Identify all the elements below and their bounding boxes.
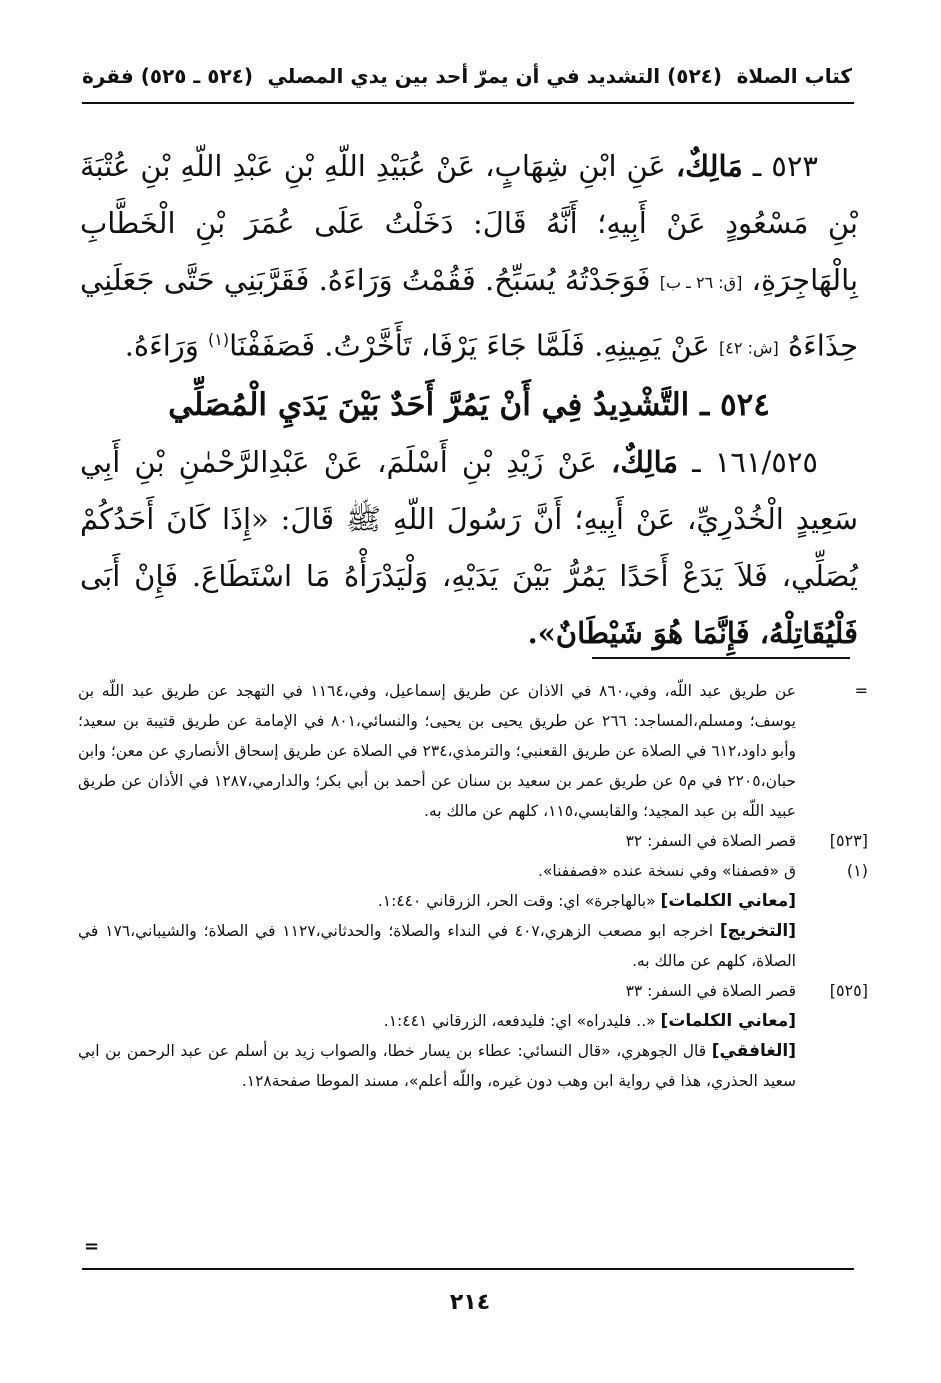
hadith-525-number: ١٦١/٥٢٥ ـ [692, 444, 819, 479]
hadith-525-text-a: عَنْ زَيْدِ بْنِ أَسْلَمَ، عَنْ عَبْدِالرَّحْمٰنِ بْنِ أَبِي سَعِيدٍ الْخُدْرِيِّ، عَنْ أَبِيهِ؛ أَنَّ رَسُولَ اللّهِ ﷺ قَالَ: [80, 444, 858, 536]
hadith-525 [80, 434, 858, 662]
ghafiqi-text: قال الجوهري، «قال النسائي: عطاء بن يسار خطا، والصواب زيد بن أسلم عن عبد الرحمن بن ابي سعيد الحذري، هذا في رواية ابن وهب دون غيره، واللّه أعلم»، مسند الموطا صفحة١٢٨. [78, 1042, 796, 1090]
hadith-523-narrator: مَالِكٌ، [675, 149, 743, 183]
note-525-meanings [78, 1006, 868, 1036]
hadith-525-quote-a: «إِذَا كَانَ أَحَدُكُمْ يُصَلِّي، فَلاَ يَدَعْ أَحَدًا يَمُرُّ بَيْنَ يَدَيْهِ، وَلْيَدْرَأْهُ مَا اسْتَطَاعَ. فَإِنْ أَبَى [80, 501, 858, 593]
meanings-text-523: «بالهاجرة» اي: وقت الحر، الزرقاني ١:٤٤٠. [377, 892, 656, 910]
hadith-523-number: ٥٢٣ ـ [752, 149, 818, 183]
ghafiqi-label: [الغافقي] [711, 1041, 796, 1061]
meanings-label-525: [معاني الكلمات] [660, 1011, 796, 1031]
note-525-ghafiqi [78, 1036, 868, 1096]
continues-mark: = [84, 1236, 100, 1257]
meanings-label-523: [معاني الكلمات] [660, 891, 796, 911]
note-523-marker: [٥٢٣] [829, 831, 868, 850]
note-523-text: قصر الصلاة في السفر: ٣٢ [625, 832, 796, 850]
takhrij-label: [التخريج] [719, 921, 796, 941]
takhrij-text: اخرجه ابو مصعب الزهري،٤٠٧ في النداء والصلاة؛ والحدثاني،١١٢٧ في الصلاة؛ والشيباني،١٧٦ في الصلاة، كلهم عن مالك به. [78, 922, 796, 970]
note-1-marker: (١) [846, 861, 868, 880]
hadith-523-text-c: عَنْ يَمِينِهِ. فَلَمَّا جَاءَ يَرْفَا، تَأَخَّرْتُ. فَصَفَفْنَا [229, 328, 710, 363]
running-header [82, 56, 852, 96]
footnotes [78, 676, 868, 1096]
note-525-text: قصر الصلاة في السفر: ٣٣ [625, 982, 796, 1000]
main-text [80, 138, 858, 662]
footer-rule [82, 1268, 854, 1270]
chapter-heading: ٥٢٤ ـ التَّشْدِيدُ فِي أَنْ يَمُرَّ أَحَدٌ بَيْنَ يَدَيِ الْمُصَلِّي [168, 386, 770, 423]
header-chapter-title: (٥٢٤) التشديد في أن يمرّ أحد بين يدي المصلي [267, 64, 723, 88]
note-1-text: ق «فصفنا» وفي نسخة عنده «فصففنا». [538, 862, 796, 880]
page-number: ٢١٤ [449, 1290, 491, 1315]
header-paragraph-range: (٥٢٤ ـ ٥٢٥) فقرة [82, 64, 253, 88]
note-523-meanings [78, 886, 868, 916]
note-525 [78, 976, 868, 1006]
note-continuation [78, 676, 868, 826]
note-continuation-marker: = [854, 681, 868, 700]
meanings-text-525: «.. فليدراه» اي: فليدفعه، الزرقاني ١:٤٤١. [383, 1012, 656, 1030]
footnote-ref-1[interactable]: (١) [208, 330, 230, 349]
note-523-takhrij [78, 916, 868, 976]
header-book-title: كتاب الصلاة [736, 64, 852, 88]
hadith-525-narrator: مَالِكٌ، [611, 444, 679, 479]
hadith-525-quote-b: فَلْيُقَاتِلْهُ، فَإِنَّمَا هُوَ شَيْطَانٌ». [527, 615, 858, 650]
note-1 [78, 856, 868, 886]
note-523 [78, 826, 868, 856]
note-525-marker: [٥٢٥] [829, 981, 868, 1000]
manuscript-ref-2: [ش: ٤٢] [719, 338, 779, 358]
hadith-523-text-a: عَنِ ابْنِ شِهَابٍ، عَنْ عُبَيْدِ اللّهِ بْنِ عَبْدِ اللّهِ بْنِ عُتْبَةَ بْنِ مَسْعُودٍ عَنْ أَبِيهِ؛ أَنَّهُ قَالَ: دَخَلْتُ عَلَى عُمَرَ بْنِ الْخَطَّابِ بِالْهَاجِرَةِ، [80, 149, 859, 297]
footnote-separator [592, 657, 850, 659]
note-continuation-text: عن طريق عبد اللّه، وفي،٨٦٠ في الاذان عن طريق إسماعيل، وفي،١١٦٤ في التهجد عن طريق عبد اللّه بن يوسف؛ ومسلم،المساجد: ٢٦٦ عن طريق يحيى بن يحيى؛ والنسائي،٨٠١ في الإمامة عن طريق قتيبة بن سعيد؛ وأبو داود،٦١٢ في الصلاة عن طريق القعنبي؛ والترمذي،٢٣٤ في الصلاة عن طريق إسحاق الأنصاري عن معن؛ وابن حبان،٢٢٠٥ في م٥ عن طريق عمر بن سعيد بن سنان عن أحمد بن أبي بكر؛ والدارمي،١٢٨٧ في الأذان عن طريق عبيد اللّه بن عبد المجيد؛ والقابسي،١١٥، كلهم عن مالك به. [78, 682, 797, 820]
header-rule [82, 102, 854, 104]
manuscript-ref-1: [ق: ٢٦ ـ ب] [659, 273, 743, 292]
hadith-523-text-d: وَرَاءَهُ. [124, 328, 199, 363]
hadith-523 [80, 138, 858, 377]
hadith-523-text-b: فَوَجَدْتُهُ يُسَبِّحُ. فَقُمْتُ وَرَاءَهُ. فَقَرَّبَنِي حَتَّى جَعَلَنِي حِذَاءَهُ [80, 263, 858, 363]
